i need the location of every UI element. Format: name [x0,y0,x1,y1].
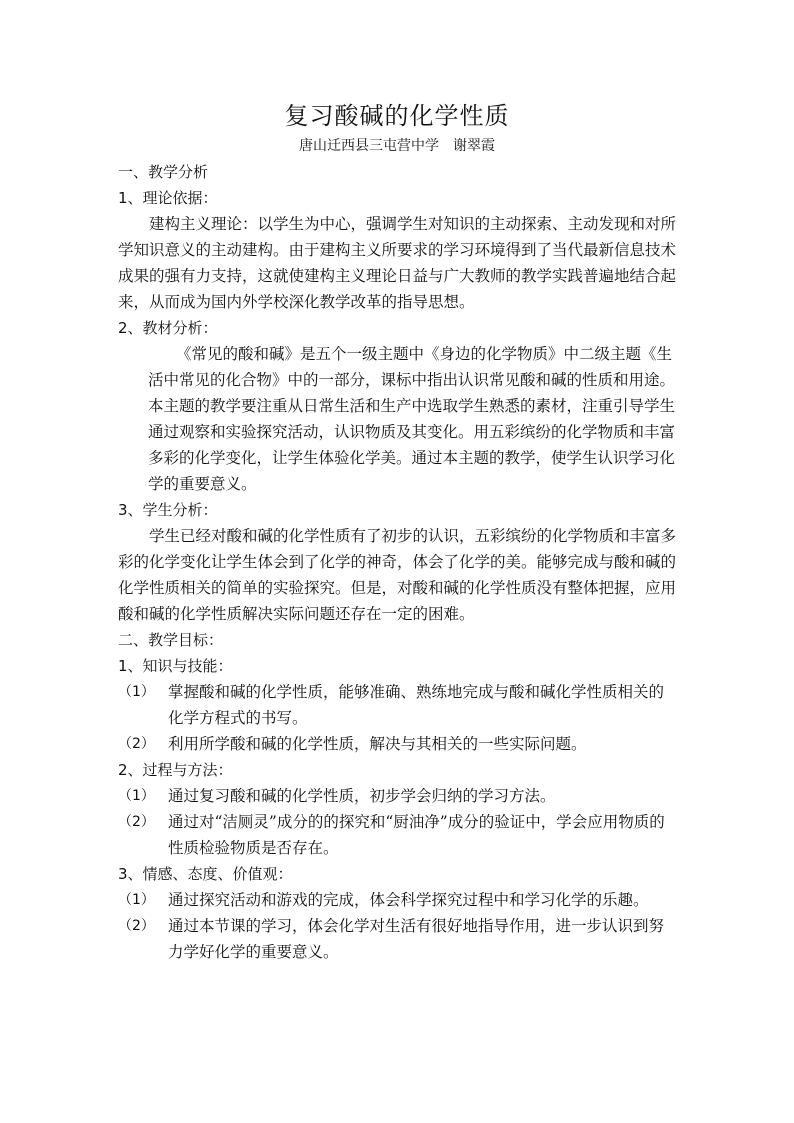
list-item-number: （1） [118,892,155,908]
list-item-number: （2） [118,918,155,934]
list-item-text: 通过对“洁厕灵”成分的的探究和“厨油净”成分的验证中，学会应用物质的性质检验物质是否存在。 [168,813,665,857]
subheading-emotion: 3、情感、态度、价值观： [118,865,293,883]
list-item [118,783,678,809]
paragraph-theory: 建构主义理论：以学生为中心，强调学生对知识的主动探索、主动发现和对所学知识意义的主动建构。由于建构主义所要求的学习环境得到了当代最新信息技术成果的强有力支持，这就使建构主义理论日益与广大教师的教学实践普遍地结合起来，从而成为国内外学校深化教学改革的指导思想。 [118,215,677,311]
subheading-textbook: 2、教材分析： [118,319,218,337]
paragraph-textbook: 《常见的酸和碱》是五个一级主题中《身边的化学物质》中二级主题《生活中常见的化合物》中的一部分，课标中指出认识常见酸和碱的性质和用途。本主题的教学要注重从日常生活和生产中选取学生熟悉的素材，注重引导学生通过观察和实验探究活动，认识物质及其变化。用五彩缤纷的化学物质和丰富多彩的化学变化，让学生体验化学美。通过本主题的教学，使学生认识学习化学的重要意义。 [148,345,676,493]
subheading-knowledge: 1、知识与技能： [118,657,233,675]
author-name: 谢翠霞 [453,138,495,154]
paragraph-students: 学生已经对酸和碱的化学性质有了初步的认识，五彩缤纷的化学物质和丰富多彩的化学变化让学生体会到了化学的神奇，体会了化学的美。能够完成与酸和碱的化学性质相关的简单的实验探究。但是，对酸和碱的化学性质没有整体把握，应用酸和碱的化学性质解决实际问题还存在一定的困难。 [118,527,677,623]
list-item-text: 通过复习酸和碱的化学性质，初步学会归纳的学习方法。 [168,787,556,805]
document-body [118,159,678,965]
subheading-theory: 1、理论依据： [118,189,218,207]
list-item-number: （2） [118,736,155,752]
list-item-text: 掌握酸和碱的化学性质，能够准确、熟练地完成与酸和碱化学性质相关的化学方程式的书写。 [168,683,665,727]
list-item [118,679,678,731]
list-item-number: （2） [118,814,155,830]
list-item [118,731,678,757]
list-item-number: （1） [118,684,155,700]
list-item-text: 通过本节课的学习，体会化学对生活有很好地指导作用，进一步认识到努力学好化学的重要意义。 [168,917,665,961]
subheading-process: 2、过程与方法： [118,761,233,779]
list-item-text: 利用所学酸和碱的化学性质，解决与其相关的一些实际问题。 [168,735,587,753]
author-school: 唐山迁西县三屯营中学 [299,138,439,154]
subheading-students: 3、学生分析： [118,501,218,519]
list-item [118,913,678,965]
list-item [118,887,678,913]
page-title: 复习酸碱的化学性质 [284,102,510,130]
section-heading-analysis: 一、教学分析 [118,163,209,181]
list-item-number: （1） [118,788,155,804]
list-item [118,809,678,861]
list-item-text: 通过探究活动和游戏的完成，体会科学探究过程中和学习化学的乐趣。 [168,891,649,909]
section-heading-goals: 二、教学目标： [118,631,224,649]
author-line [0,136,794,156]
